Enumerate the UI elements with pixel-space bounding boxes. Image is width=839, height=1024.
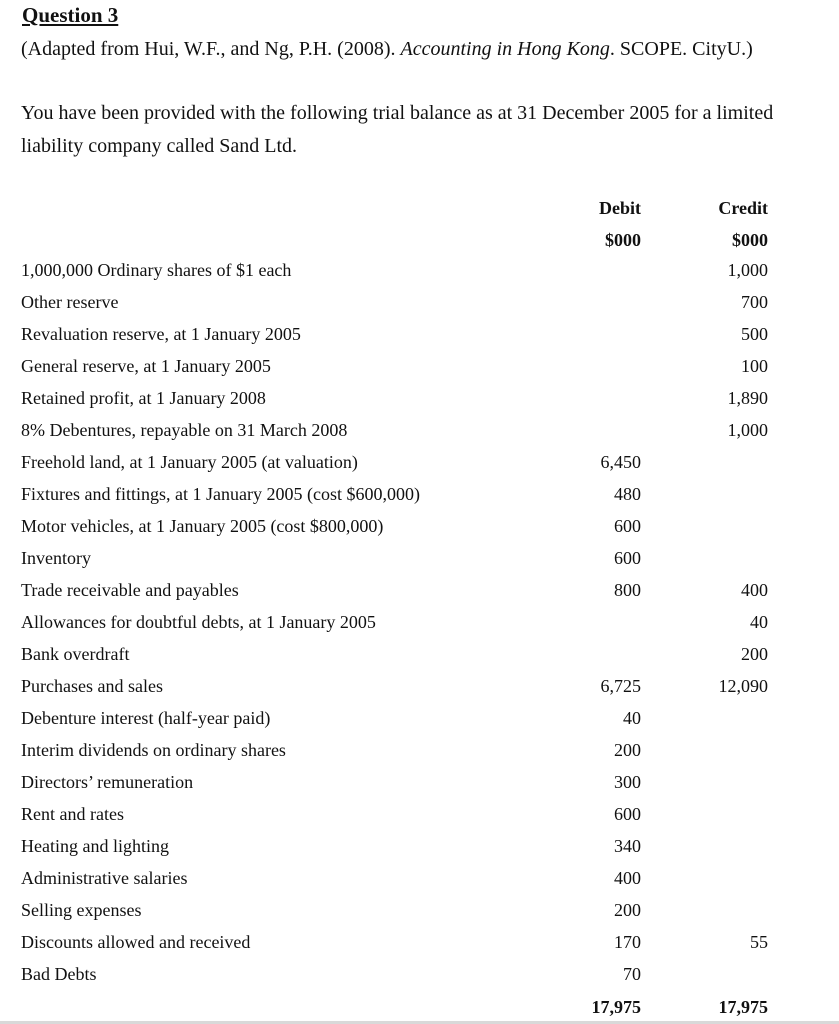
table-row (0, 702, 839, 734)
row-label: Administrative salaries (21, 868, 188, 888)
table-row (0, 894, 839, 926)
row-debit: 200 (614, 900, 641, 920)
row-debit: 340 (614, 836, 641, 856)
row-debit: 6,450 (600, 452, 641, 472)
row-label: 8% Debentures, repayable on 31 March 2008 (21, 420, 348, 440)
table-row (0, 478, 839, 510)
credit-unit: $000 (732, 230, 768, 250)
row-label: Motor vehicles, at 1 January 2005 (cost $800,000) (21, 516, 384, 536)
row-debit: 300 (614, 772, 641, 792)
row-credit: 700 (741, 292, 768, 312)
intro-paragraph: You have been provided with the following trial balance as at 31 December 2005 for a limited liability company called Sand Ltd. (21, 102, 774, 157)
row-debit: 600 (614, 804, 641, 824)
row-credit: 400 (741, 580, 768, 600)
row-credit: 55 (750, 932, 768, 952)
row-label: Trade receivable and payables (21, 580, 239, 600)
row-debit: 170 (614, 932, 641, 952)
row-credit: 40 (750, 612, 768, 632)
table-row (0, 510, 839, 542)
row-debit: 70 (623, 964, 641, 984)
table-row (0, 574, 839, 606)
table-row (0, 254, 839, 286)
source-prefix: (Adapted from Hui, W.F., and Ng, P.H. (2008). (21, 38, 401, 60)
row-credit: 1,000 (727, 260, 768, 280)
row-label: Heating and lighting (21, 836, 169, 856)
table-row (0, 382, 839, 414)
source-suffix: . SCOPE. CityU.) (609, 38, 753, 60)
table-row (0, 734, 839, 766)
row-debit: 800 (614, 580, 641, 600)
row-debit: 200 (614, 740, 641, 760)
row-credit: 100 (741, 356, 768, 376)
row-debit: 600 (614, 548, 641, 568)
row-label: 1,000,000 Ordinary shares of $1 each (21, 260, 292, 280)
row-label: Rent and rates (21, 804, 124, 824)
row-label: Purchases and sales (21, 676, 163, 696)
row-label: General reserve, at 1 January 2005 (21, 356, 271, 376)
table-row (0, 926, 839, 958)
trial-balance-table (0, 254, 839, 990)
source-book-title: Accounting in Hong Kong (400, 38, 610, 60)
table-row (0, 542, 839, 574)
row-label: Fixtures and fittings, at 1 January 2005 (cost $600,000) (21, 484, 420, 504)
row-label: Retained profit, at 1 January 2008 (21, 388, 266, 408)
row-debit: 400 (614, 868, 641, 888)
table-row (0, 446, 839, 478)
row-label: Other reserve (21, 292, 119, 312)
row-debit: 6,725 (600, 676, 641, 696)
row-label: Interim dividends on ordinary shares (21, 740, 286, 760)
table-row (0, 830, 839, 862)
row-credit: 200 (741, 644, 768, 664)
totals-row (0, 994, 839, 1020)
row-debit: 40 (623, 708, 641, 728)
row-credit: 12,090 (718, 676, 768, 696)
table-row (0, 958, 839, 990)
debit-header: Debit (599, 198, 641, 218)
row-credit: 1,890 (727, 388, 768, 408)
question-title: Question 3 (22, 3, 119, 27)
table-row (0, 350, 839, 382)
row-debit: 480 (614, 484, 641, 504)
table-row (0, 862, 839, 894)
debit-unit: $000 (605, 230, 641, 250)
row-label: Debenture interest (half-year paid) (21, 708, 271, 728)
row-debit: 600 (614, 516, 641, 536)
table-row (0, 798, 839, 830)
row-label: Freehold land, at 1 January 2005 (at valuation) (21, 452, 358, 472)
source-citation (21, 36, 753, 62)
table-row (0, 286, 839, 318)
row-label: Discounts allowed and received (21, 932, 251, 952)
row-label: Revaluation reserve, at 1 January 2005 (21, 324, 301, 344)
row-label: Bad Debts (21, 964, 97, 984)
table-row (0, 766, 839, 798)
total-debit: 17,975 (591, 997, 641, 1017)
table-row (0, 670, 839, 702)
row-label: Selling expenses (21, 900, 142, 920)
table-row (0, 638, 839, 670)
row-credit: 500 (741, 324, 768, 344)
credit-header: Credit (718, 198, 768, 218)
row-label: Inventory (21, 548, 91, 568)
table-row (0, 606, 839, 638)
row-credit: 1,000 (727, 420, 768, 440)
table-row (0, 318, 839, 350)
row-label: Directors’ remuneration (21, 772, 194, 792)
total-credit: 17,975 (718, 997, 768, 1017)
row-label: Allowances for doubtful debts, at 1 January 2005 (21, 612, 376, 632)
table-row (0, 414, 839, 446)
row-label: Bank overdraft (21, 644, 130, 664)
